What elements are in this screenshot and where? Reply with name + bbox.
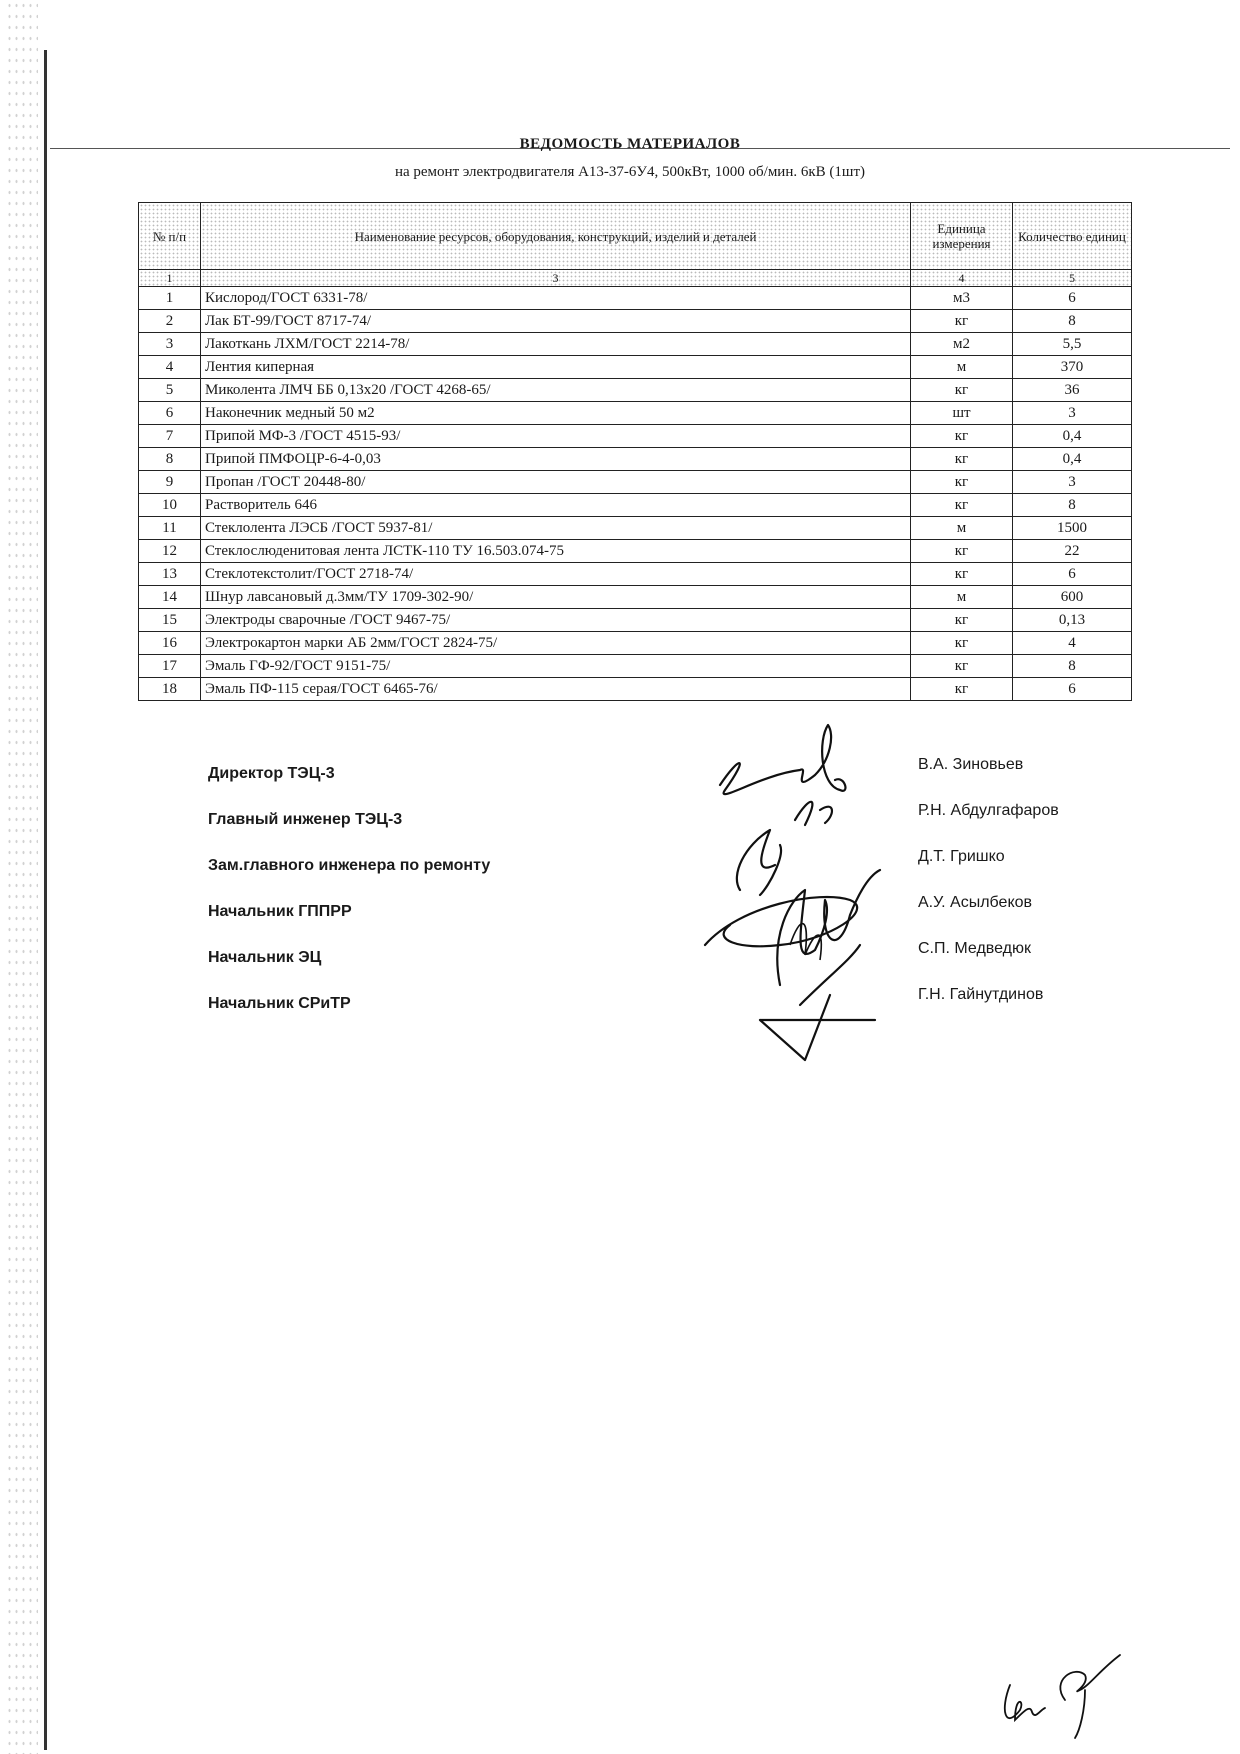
unit-cell: кг [911, 609, 1013, 632]
row-number: 17 [139, 655, 201, 678]
signatory-name: С.П. Медведюк [918, 940, 1031, 957]
quantity-cell: 3 [1013, 402, 1132, 425]
row-number: 1 [139, 287, 201, 310]
row-number: 9 [139, 471, 201, 494]
quantity-cell: 0,4 [1013, 448, 1132, 471]
signatory-name: Г.Н. Гайнутдинов [918, 986, 1044, 1003]
quantity-cell: 4 [1013, 632, 1132, 655]
binder-edge-line [44, 50, 47, 1750]
unit-cell: м [911, 356, 1013, 379]
material-name: Кислород/ГОСТ 6331-78/ [201, 287, 911, 310]
unit-cell: кг [911, 310, 1013, 333]
quantity-cell: 3 [1013, 471, 1132, 494]
header-name: Наименование ресурсов, оборудования, конструкций, изделий и деталей [201, 203, 911, 270]
row-number: 2 [139, 310, 201, 333]
quantity-cell: 0,13 [1013, 609, 1132, 632]
header-no: № п/п [139, 203, 201, 270]
handwritten-signatures [700, 715, 910, 1065]
position-label: Зам.главного инженера по ремонту [208, 857, 491, 874]
handwritten-initials [990, 1650, 1140, 1740]
signatory-name: Д.Т. Гришко [918, 848, 1005, 865]
row-number: 12 [139, 540, 201, 563]
quantity-cell: 370 [1013, 356, 1132, 379]
quantity-cell: 0,4 [1013, 425, 1132, 448]
unit-cell: кг [911, 425, 1013, 448]
row-number: 5 [139, 379, 201, 402]
binder-holes-noise [6, 0, 38, 1754]
material-name: Эмаль ГФ-92/ГОСТ 9151-75/ [201, 655, 911, 678]
document-subtitle: на ремонт электродвигателя А13-37-6У4, 500кВт, 1000 об/мин. 6кВ (1шт) [394, 164, 866, 180]
material-name: Лакоткань ЛХМ/ГОСТ 2214-78/ [201, 333, 911, 356]
unit-cell: м [911, 517, 1013, 540]
position-label: Начальник СРиТР [208, 995, 351, 1012]
table-row [139, 287, 1132, 310]
unit-cell: кг [911, 540, 1013, 563]
material-name: Наконечник медный 50 м2 [201, 402, 911, 425]
quantity-cell: 6 [1013, 287, 1132, 310]
table-header-row [139, 203, 1132, 270]
quantity-cell: 6 [1013, 678, 1132, 701]
material-name: Электрокартон марки АБ 2мм/ГОСТ 2824-75/ [201, 632, 911, 655]
material-name: Стеклолента ЛЭСБ /ГОСТ 5937-81/ [201, 517, 911, 540]
row-number: 13 [139, 563, 201, 586]
table-row [139, 632, 1132, 655]
material-name: Стеклотекстолит/ГОСТ 2718-74/ [201, 563, 911, 586]
table-row [139, 540, 1132, 563]
position-label: Главный инженер ТЭЦ-3 [208, 811, 403, 828]
row-number: 6 [139, 402, 201, 425]
quantity-cell: 8 [1013, 494, 1132, 517]
table-row [139, 356, 1132, 379]
position-label: Директор ТЭЦ-3 [208, 765, 335, 782]
row-number: 14 [139, 586, 201, 609]
quantity-cell: 8 [1013, 655, 1132, 678]
material-name: Стеклослюденитовая лента ЛСТК-110 ТУ 16.503.074-75 [201, 540, 911, 563]
material-name: Припой МФ-3 /ГОСТ 4515-93/ [201, 425, 911, 448]
row-number: 4 [139, 356, 201, 379]
table-row [139, 333, 1132, 356]
unit-cell: м [911, 586, 1013, 609]
header-unit: Единица измерения [911, 203, 1013, 270]
table-row [139, 563, 1132, 586]
quantity-cell: 8 [1013, 310, 1132, 333]
table-row [139, 471, 1132, 494]
row-number: 18 [139, 678, 201, 701]
quantity-cell: 600 [1013, 586, 1132, 609]
document-title: ВЕДОМОСТЬ МАТЕРИАЛОВ [519, 136, 741, 152]
materials-table [138, 202, 1132, 701]
material-name: Электроды сварочные /ГОСТ 9467-75/ [201, 609, 911, 632]
material-name: Шнур лавсановый д.3мм/ТУ 1709-302-90/ [201, 586, 911, 609]
unit-cell: кг [911, 678, 1013, 701]
unit-cell: кг [911, 563, 1013, 586]
unit-cell: м2 [911, 333, 1013, 356]
material-name: Лентия киперная [201, 356, 911, 379]
quantity-cell: 1500 [1013, 517, 1132, 540]
table-row [139, 609, 1132, 632]
signature-positions [208, 765, 490, 1041]
column-number: 5 [1013, 270, 1132, 287]
table-row [139, 425, 1132, 448]
table-row [139, 448, 1132, 471]
unit-cell: кг [911, 494, 1013, 517]
row-number: 7 [139, 425, 201, 448]
table-row [139, 655, 1132, 678]
material-name: Пропан /ГОСТ 20448-80/ [201, 471, 911, 494]
row-number: 16 [139, 632, 201, 655]
material-name: Миколента ЛМЧ ББ 0,13х20 /ГОСТ 4268-65/ [201, 379, 911, 402]
signatory-name: В.А. Зиновьев [918, 756, 1024, 773]
column-number-row [139, 270, 1132, 287]
table-row [139, 517, 1132, 540]
table-row [139, 586, 1132, 609]
unit-cell: м3 [911, 287, 1013, 310]
material-name: Растворитель 646 [201, 494, 911, 517]
unit-cell: кг [911, 379, 1013, 402]
column-number: 4 [911, 270, 1013, 287]
unit-cell: шт [911, 402, 1013, 425]
row-number: 8 [139, 448, 201, 471]
row-number: 15 [139, 609, 201, 632]
signatory-name: А.У. Асылбеков [918, 894, 1033, 911]
signature-names [918, 756, 1059, 1032]
position-label: Начальник ГППРР [208, 903, 352, 920]
unit-cell: кг [911, 632, 1013, 655]
table-row [139, 402, 1132, 425]
unit-cell: кг [911, 448, 1013, 471]
material-name: Припой ПМФОЦР-6-4-0,03 [201, 448, 911, 471]
table-row [139, 494, 1132, 517]
column-number: 1 [139, 270, 201, 287]
unit-cell: кг [911, 655, 1013, 678]
row-number: 11 [139, 517, 201, 540]
quantity-cell: 22 [1013, 540, 1132, 563]
material-name: Лак БТ-99/ГОСТ 8717-74/ [201, 310, 911, 333]
row-number: 10 [139, 494, 201, 517]
signatory-name: Р.Н. Абдулгафаров [918, 802, 1059, 819]
column-number: 3 [201, 270, 911, 287]
header-qty: Количество единиц [1013, 203, 1132, 270]
material-name: Эмаль ПФ-115 серая/ГОСТ 6465-76/ [201, 678, 911, 701]
table-row [139, 310, 1132, 333]
table-row [139, 379, 1132, 402]
quantity-cell: 36 [1013, 379, 1132, 402]
quantity-cell: 5,5 [1013, 333, 1132, 356]
position-label: Начальник ЭЦ [208, 949, 322, 966]
unit-cell: кг [911, 471, 1013, 494]
quantity-cell: 6 [1013, 563, 1132, 586]
table-row [139, 678, 1132, 701]
row-number: 3 [139, 333, 201, 356]
